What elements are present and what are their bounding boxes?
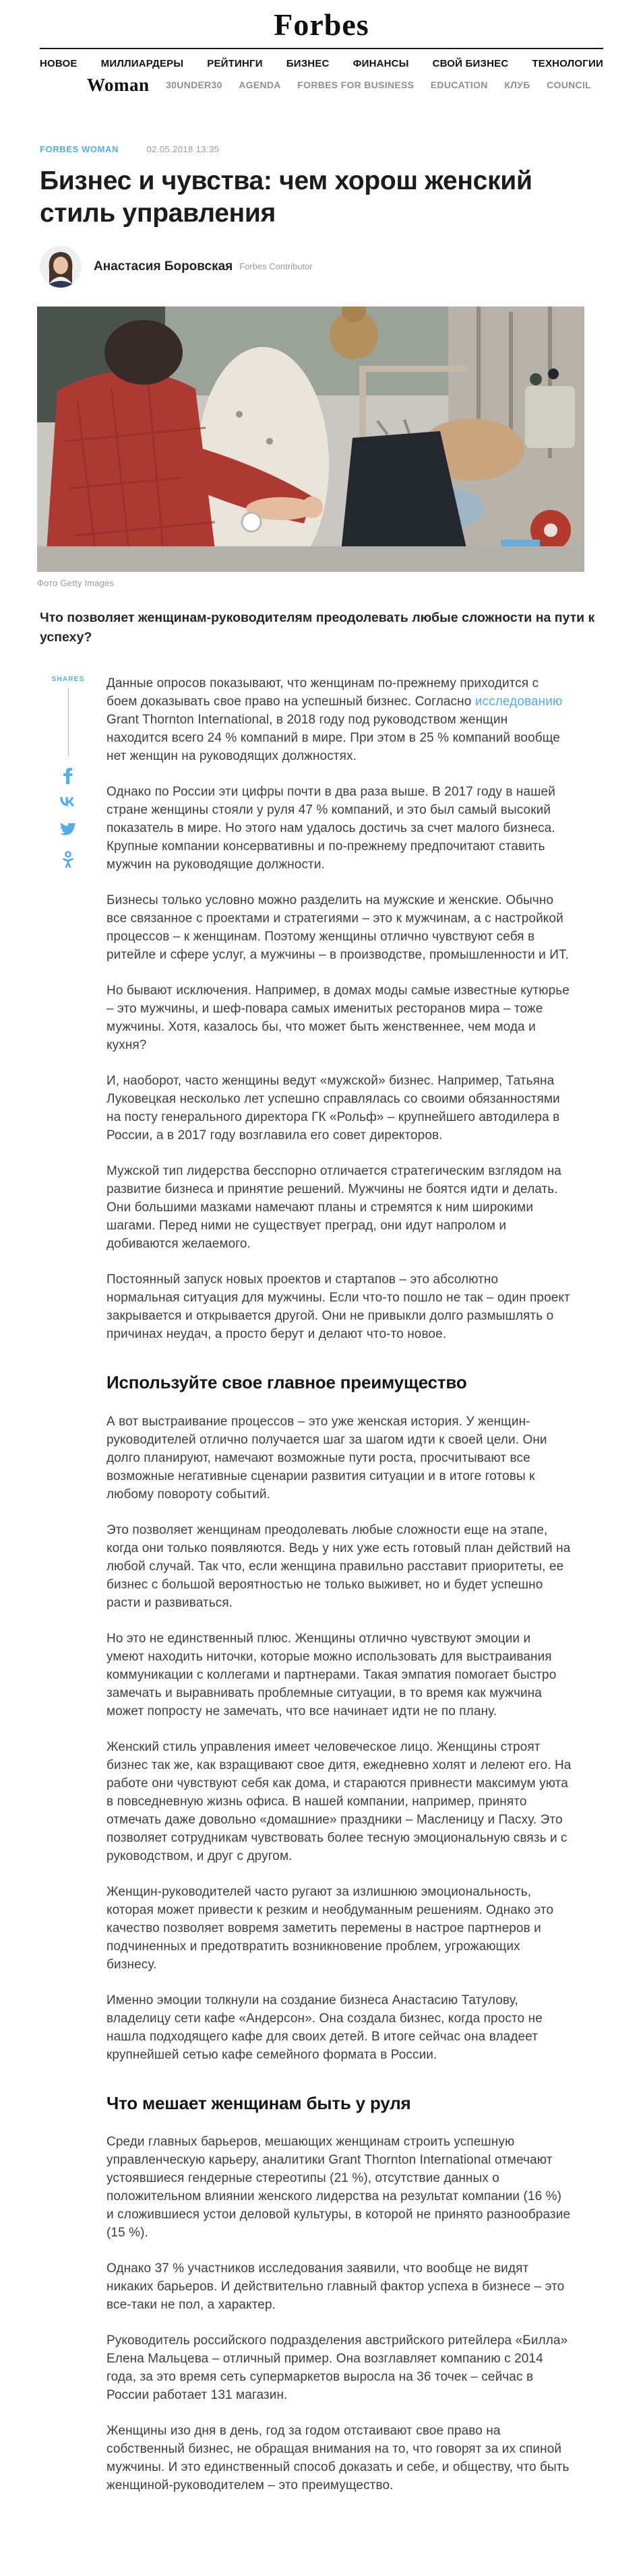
twitter-icon[interactable] (60, 823, 76, 839)
nav-item-education[interactable]: EDUCATION (430, 79, 488, 91)
nav-item-biznes[interactable]: БИЗНЕС (286, 57, 330, 69)
article-body (106, 674, 572, 2494)
secondary-nav (52, 73, 591, 102)
article-paragraph: Руководитель российского подразделения австрийского ритейлера «Билла» Елена Мальцева – отличный пример. Она возглавляет компанию с 2014 года, за это время сеть супермаркетов выросла на 36 точек – сейчас в России работает 131 магазин. (106, 2333, 568, 2403)
article-page (37, 143, 603, 2576)
article-paragraph: Однако 37 % участников исследования заявили, что вообще не видят никаких барьеров. И действительно главный фактор успеха в бизнесе – это все-таки не пол, а характер. (106, 2261, 565, 2313)
article-paragraph: И, наоборот, часто женщины ведут «мужской» бизнес. Например, Татьяна Луковецкая несколько лет успешно справлялась со своими обязанностями на посту генерального директора ГК «Рольф» – крупнейшего автодилера в России, а в 2017 году возглавила его совет директоров. (106, 1074, 560, 1143)
article-paragraph: Женский стиль управления имеет человеческое лицо. Женщины строят бизнес так же, как взращивают свое дитя, ежедневно холят и лелеют его. На работе они чувствуют себя как дома, и стараются привнести максимум уюта в повседневную жизнь офиса. В нашей компании, например, принято отмечать даже довольно «домашние» праздники – Масленицу и Пасху. Это позволяет сотрудникам чувствовать более тесную эмоциональную связь и с руководством, и друг с другом. (106, 1739, 572, 1863)
section-heading-barriers: Что мешает женщинам быть у руля (106, 2092, 411, 2113)
paragraph-text: Grant Thornton International, в 2018 году под руководством женщин находится всего 24 % компаний в мире. При этом в 25 % компаний вообще нет женщин на руководящих должностях. (106, 713, 560, 764)
odnoklassniki-icon[interactable] (61, 851, 75, 867)
nav-item-agenda[interactable]: AGENDA (239, 79, 281, 91)
nav-item-woman-brand[interactable]: Woman (87, 74, 150, 95)
article-paragraph: Мужской тип лидерства бесспорно отличается стратегическим взглядом на развитие бизнеса и принятие решений. Мужчины не боятся идти и делать. Они большими мазками намечают планы и стремятся к ним широкими шагами. Перед ними не существует преград, они идут напролом и добиваются желаемого. (106, 1164, 561, 1252)
author-portrait-image (40, 246, 82, 288)
nav-item-council[interactable]: COUNCIL (547, 79, 591, 91)
study-link[interactable]: исследованию (474, 695, 563, 709)
article-meta (40, 144, 603, 154)
article-paragraph: Это позволяет женщинам преодолевать любые сложности еще на этапе, когда они только появляются. Ведь у них уже есть готовый план действий на любой случай. Так что, если женщина правильно расставит приоритеты, ее бизнес с большой вероятностью не только выживет, но и будет успешно расти и развиваться. (106, 1522, 571, 1610)
photo-credit: Фото Getty Images (37, 577, 115, 588)
hero-image (37, 307, 584, 572)
forbes-logo[interactable]: Forbes (274, 7, 369, 42)
nav-item-milliardery[interactable]: МИЛЛИАРДЕРЫ (100, 57, 184, 69)
nav-item-svoi-biznes[interactable]: СВОЙ БИЗНЕС (432, 57, 509, 69)
article-paragraph: Постоянный запуск новых проектов и стартапов – это абсолютно нормальная ситуация для мужчины. Если что-то пошло не так – один проект закрывается и открывается другой. Они не привыкли долго размышлять о причинах неудач, а просто берут и делают что-то новое. (106, 1273, 570, 1342)
facebook-icon[interactable] (63, 768, 73, 784)
article-paragraph (106, 674, 572, 765)
article-body-section (40, 674, 603, 2576)
author-role: Forbes Contributor (239, 261, 313, 272)
share-rail (49, 676, 87, 878)
shares-label: SHARES (51, 676, 85, 684)
vk-icon[interactable] (59, 796, 77, 812)
article-paragraph: А вот выстраивание процессов – это уже женская история. У женщин-руководителей отлично получается шаг за шагом идти к своей цели. Они долго планируют, намечают возможные пути роста, просчитывают все возможные негативные сценарии развития ситуации и в итоге готовы к любому повороту событий. (106, 1414, 547, 1502)
article-paragraph: Именно эмоции толкнули на создание бизнеса Анастасию Татулову, владелицу сети кафе «Андерсон». Она создала бизнес, когда просто не нашла подходящего кафе для своих детей. В итоге сейчас она владеет крупнейшей сетью кафе семейного формата в России. (106, 1993, 543, 2062)
primary-nav (40, 49, 603, 73)
nav-item-finansy[interactable]: ФИНАНСЫ (353, 57, 409, 69)
publish-datetime: 02.05.2018 13:35 (146, 143, 220, 154)
nav-item-forbes-for-business[interactable]: FORBES FOR BUSINESS (297, 79, 415, 91)
nav-item-reitingi[interactable]: РЕЙТИНГИ (207, 57, 263, 69)
article-paragraph: Но это не единственный плюс. Женщины отлично чувствуют эмоции и умеют находить ниточки, которые можно использовать для выстраивания коммуникации с коллегами и партнерами. Такая эмпатия помогает быстро замечать и выравнивать проблемные ситуации, в то время как мужчина может попросту не замечать, что все начинает идти не по плану. (106, 1631, 557, 1718)
hero-figure (37, 307, 584, 588)
share-divider (68, 688, 69, 756)
workshop-photo-illustration (37, 307, 584, 572)
article-paragraph: Бизнесы только условно можно разделить на мужские и женские. Обычно все связанное с проектами и стратегиями – это к мужчинам, а с настройкой процессов – к женщинам. Поэтому женщины отлично чувствуют себя в ритейле и сфере услуг, а мужчины – в производстве, промышленности и ИТ. (106, 893, 569, 963)
article-lede: Что позволяет женщинам-руководителям преодолевать любые сложности на пути к успеху? (40, 610, 595, 645)
nav-item-30under30[interactable]: 30UNDER30 (166, 79, 222, 91)
article-paragraph: Среди главных барьеров, мешающих женщинам строить успешную управленческую карьеру, аналитики Grant Thornton International отмечают устоявшиеся гендерные стереотипы (21 %), отсутствие данных о положительном влиянии женского лидерства на результат компании (16 %) и сложившиеся устои деловой культуры, в которой не принято разнообразие (15 %). (106, 2135, 571, 2241)
site-header (0, 0, 643, 102)
section-heading-advantage: Используйте свое главное преимущество (106, 1372, 467, 1393)
nav-item-novoe[interactable]: НОВОЕ (40, 57, 78, 69)
paragraph-text: Данные опросов показывают, что женщинам по-прежнему приходится с боем доказывать свое право на успешный бизнес. Согласно (106, 676, 539, 709)
nav-item-tekhnologii[interactable]: ТЕХНОЛОГИИ (532, 57, 603, 69)
article-paragraph: Женщины изо дня в день, год за годом отстаивают свое право на собственный бизнес, не обращая внимания на то, что говорят за их спиной мужчины. И это единственный способ доказать и себе, и обществу, что быть женщиной-руководителем – это преимущество. (106, 2424, 570, 2493)
rubric-link[interactable]: FORBES WOMAN (40, 143, 119, 154)
nav-item-klub[interactable]: КЛУБ (504, 79, 530, 91)
article-paragraph: Женщин-руководителей часто ругают за излишнюю эмоциональность, которая может привести к резким и необдуманным решениям. Однако это качество позволяет вовремя заметить перемены в настрое партнеров и подчиненных и предотвратить возникновение проблем, угрожающих бизнесу. (106, 1884, 554, 1972)
article-paragraph: Однако по России эти цифры почти в два раза выше. В 2017 году в нашей стране женщины стояли у руля 47 % компаний, и это был самый высокий показатель в мире. Но этого нам удалось достичь за счет малого бизнеса. Крупные компании консервативны и по-прежнему предпочитают ставить мужчин на руководящие должности. (106, 785, 555, 872)
author-block (40, 246, 603, 288)
author-avatar[interactable] (40, 246, 82, 288)
author-name[interactable]: Анастасия Боровская (94, 259, 233, 273)
article-title: Бизнес и чувства: чем хорош женский стиль управления (40, 166, 532, 228)
article-paragraph: Но бывают исключения. Например, в домах моды самые известные кутюрье – это мужчины, и шеф-повара самых именитых ресторанов мира – тоже мужчины. Хотя, казалось бы, что может быть женственнее, чем мода и кухня? (106, 984, 570, 1053)
